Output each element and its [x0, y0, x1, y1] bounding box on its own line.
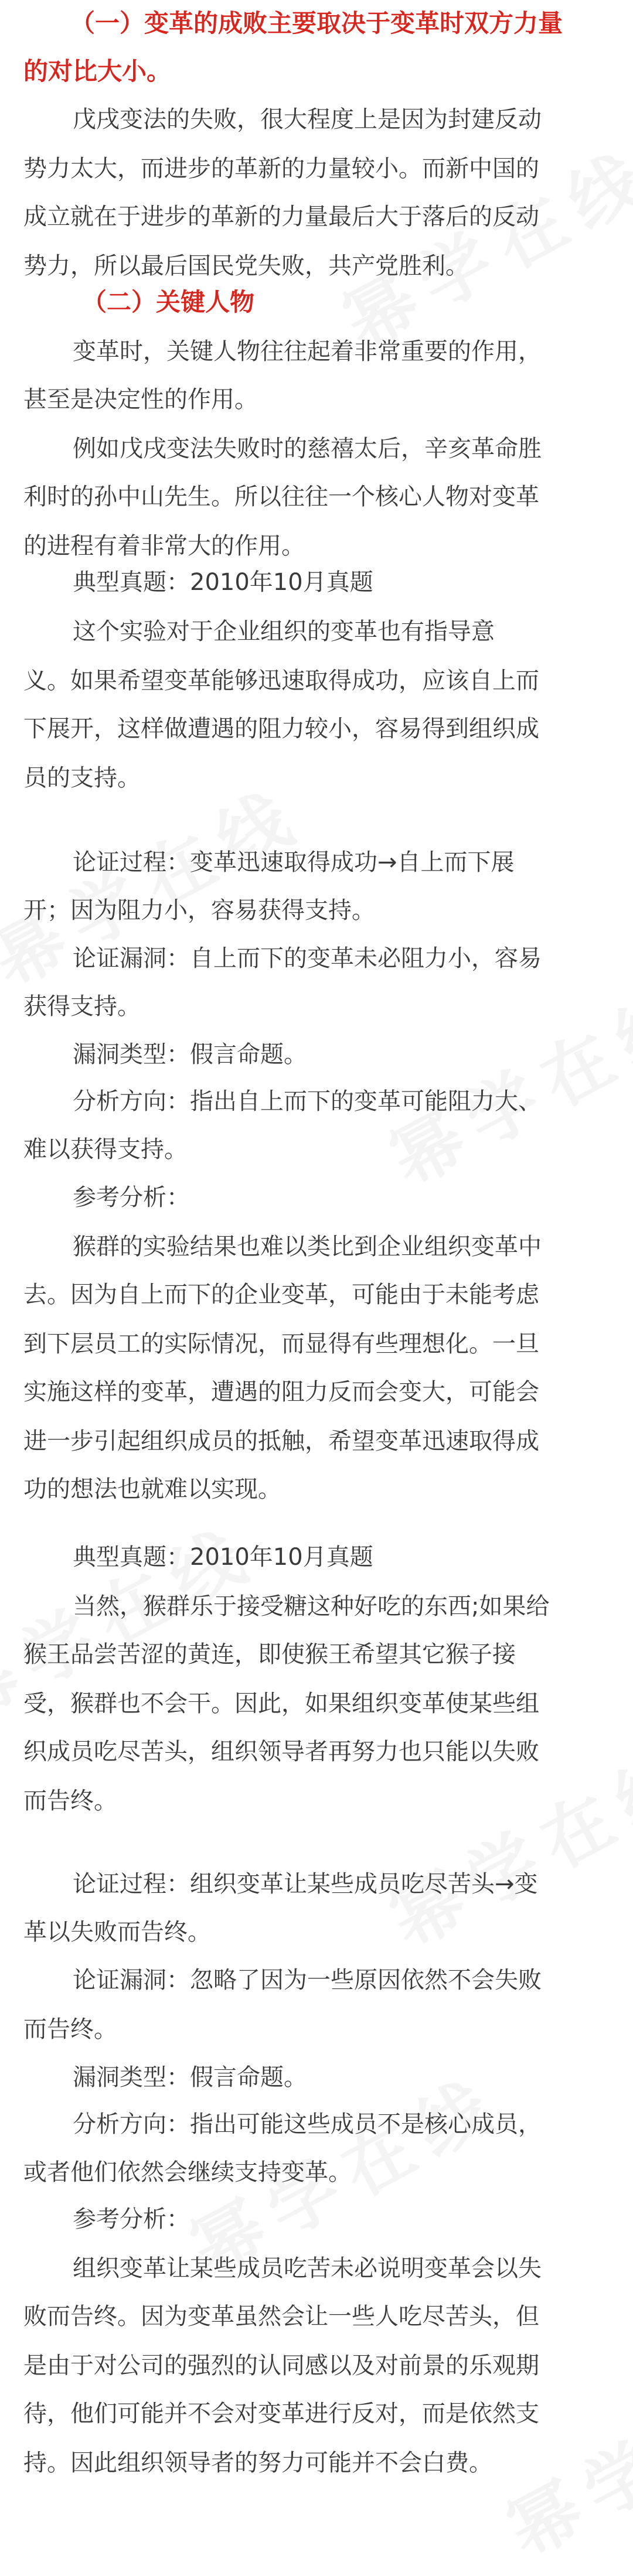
exam-question-label: 典型真题：2010年10月真题 — [73, 569, 373, 596]
argument-flaw: 论证漏洞：忽略了因为一些原因依然不会失败 — [73, 1967, 542, 1994]
question-text-line: 受，猴群也不会干。因此，如果组织变革使某些组 — [23, 1690, 539, 1717]
paragraph-line: 利时的孙中山先生。所以往往一个核心人物对变革 — [23, 483, 539, 510]
question-text-line: 员的支持。 — [23, 765, 141, 791]
question-text-line: 义。如果希望变革能够迅速取得成功，应该自上而 — [23, 667, 539, 694]
question-text-line: 这个实验对于企业组织的变革也有指导意 — [73, 618, 495, 645]
question-text-line: 下展开，这样做遭遇的阻力较小，容易得到组织成 — [23, 715, 539, 742]
argument-process-cont: 革以失败而告终。 — [23, 1919, 211, 1946]
analysis-direction-cont: 难以获得支持。 — [23, 1136, 188, 1163]
analysis-text-line: 败而告终。因为变革虽然会让一些人吃尽苦头，但 — [23, 2303, 539, 2330]
paragraph-line: 变革时，关键人物往往起着非常重要的作用， — [73, 338, 542, 365]
reference-analysis-label: 参考分析： — [73, 1184, 190, 1211]
question-text-line: 织成员吃尽苦头，组织领导者再努力也只能以失败 — [23, 1738, 539, 1765]
paragraph-line: 戊戌变法的失败，很大程度上是因为封建反动 — [73, 106, 542, 133]
reference-analysis-label: 参考分析： — [73, 2206, 190, 2233]
analysis-text-line: 猴群的实验结果也难以类比到企业组织变革中 — [73, 1233, 542, 1260]
section-heading-1-cont: 的对比大小。 — [23, 57, 172, 86]
analysis-text-line: 是由于对公司的强烈的认同感以及对前景的乐观期 — [23, 2352, 539, 2379]
section-heading-1: （一）变革的成败主要取决于变革时双方力量 — [70, 9, 563, 37]
argument-process-cont: 开；因为阻力小，容易获得支持。 — [23, 897, 375, 924]
analysis-direction: 分析方向：指出可能这些成员不是核心成员， — [73, 2111, 542, 2138]
question-text-line: 而告终。 — [23, 1787, 117, 1814]
analysis-text-line: 去。因为自上而下的企业变革，可能由于未能考虑 — [23, 1281, 539, 1308]
analysis-text-line: 实施这样的变革，遭遇的阻力反而会变大，可能会 — [23, 1379, 539, 1405]
question-text-line: 当然，猴群乐于接受糖这种好吃的东西;如果给 — [73, 1593, 550, 1620]
section-heading-2: （二）关键人物 — [82, 288, 255, 316]
flaw-type: 漏洞类型：假言命题。 — [73, 1041, 307, 1068]
analysis-text-line: 待，他们可能并不会对变革进行反对，而是依然支 — [23, 2400, 539, 2427]
paragraph-line: 例如戊戌变法失败时的慈禧太后，辛亥革命胜 — [73, 435, 542, 462]
argument-flaw-cont: 获得支持。 — [23, 993, 141, 1020]
paragraph-line: 势力，所以最后国民党失败，共产党胜利。 — [23, 253, 469, 279]
analysis-direction-cont: 或者他们依然会继续支持变革。 — [23, 2159, 352, 2186]
argument-process: 论证过程：组织变革让某些成员吃尽苦头→变 — [73, 1871, 538, 1898]
paragraph-line: 成立就在于进步的革新的力量最后大于落后的反动 — [23, 203, 539, 230]
question-text-line: 猴王品尝苦涩的黄连，即使猴王希望其它猴子接 — [23, 1641, 516, 1668]
analysis-direction: 分析方向：指出自上而下的变革可能阻力大、 — [73, 1088, 542, 1115]
argument-process: 论证过程：变革迅速取得成功→自上而下展 — [73, 849, 515, 876]
exam-question-label: 典型真题：2010年10月真题 — [73, 1544, 373, 1571]
flaw-type: 漏洞类型：假言命题。 — [73, 2064, 307, 2091]
argument-flaw-cont: 而告终。 — [23, 2016, 117, 2043]
analysis-text-line: 持。因此组织领导者的努力可能并不会白费。 — [23, 2449, 492, 2476]
paragraph-line: 势力太大，而进步的革新的力量较小。而新中国的 — [23, 155, 539, 182]
paragraph-line: 的进程有着非常大的作用。 — [23, 533, 305, 559]
analysis-text-line: 到下层员工的实际情况，而显得有些理想化。一旦 — [23, 1330, 539, 1357]
argument-flaw: 论证漏洞：自上而下的变革未必阻力小，容易 — [73, 945, 542, 972]
paragraph-line: 甚至是决定性的作用。 — [23, 386, 258, 413]
analysis-text-line: 进一步引起组织成员的抵触，希望变革迅速取得成 — [23, 1428, 539, 1455]
analysis-text-line: 组织变革让某些成员吃苦未必说明变革会以失 — [73, 2255, 542, 2282]
analysis-text-line: 功的想法也就难以实现。 — [23, 1476, 281, 1503]
